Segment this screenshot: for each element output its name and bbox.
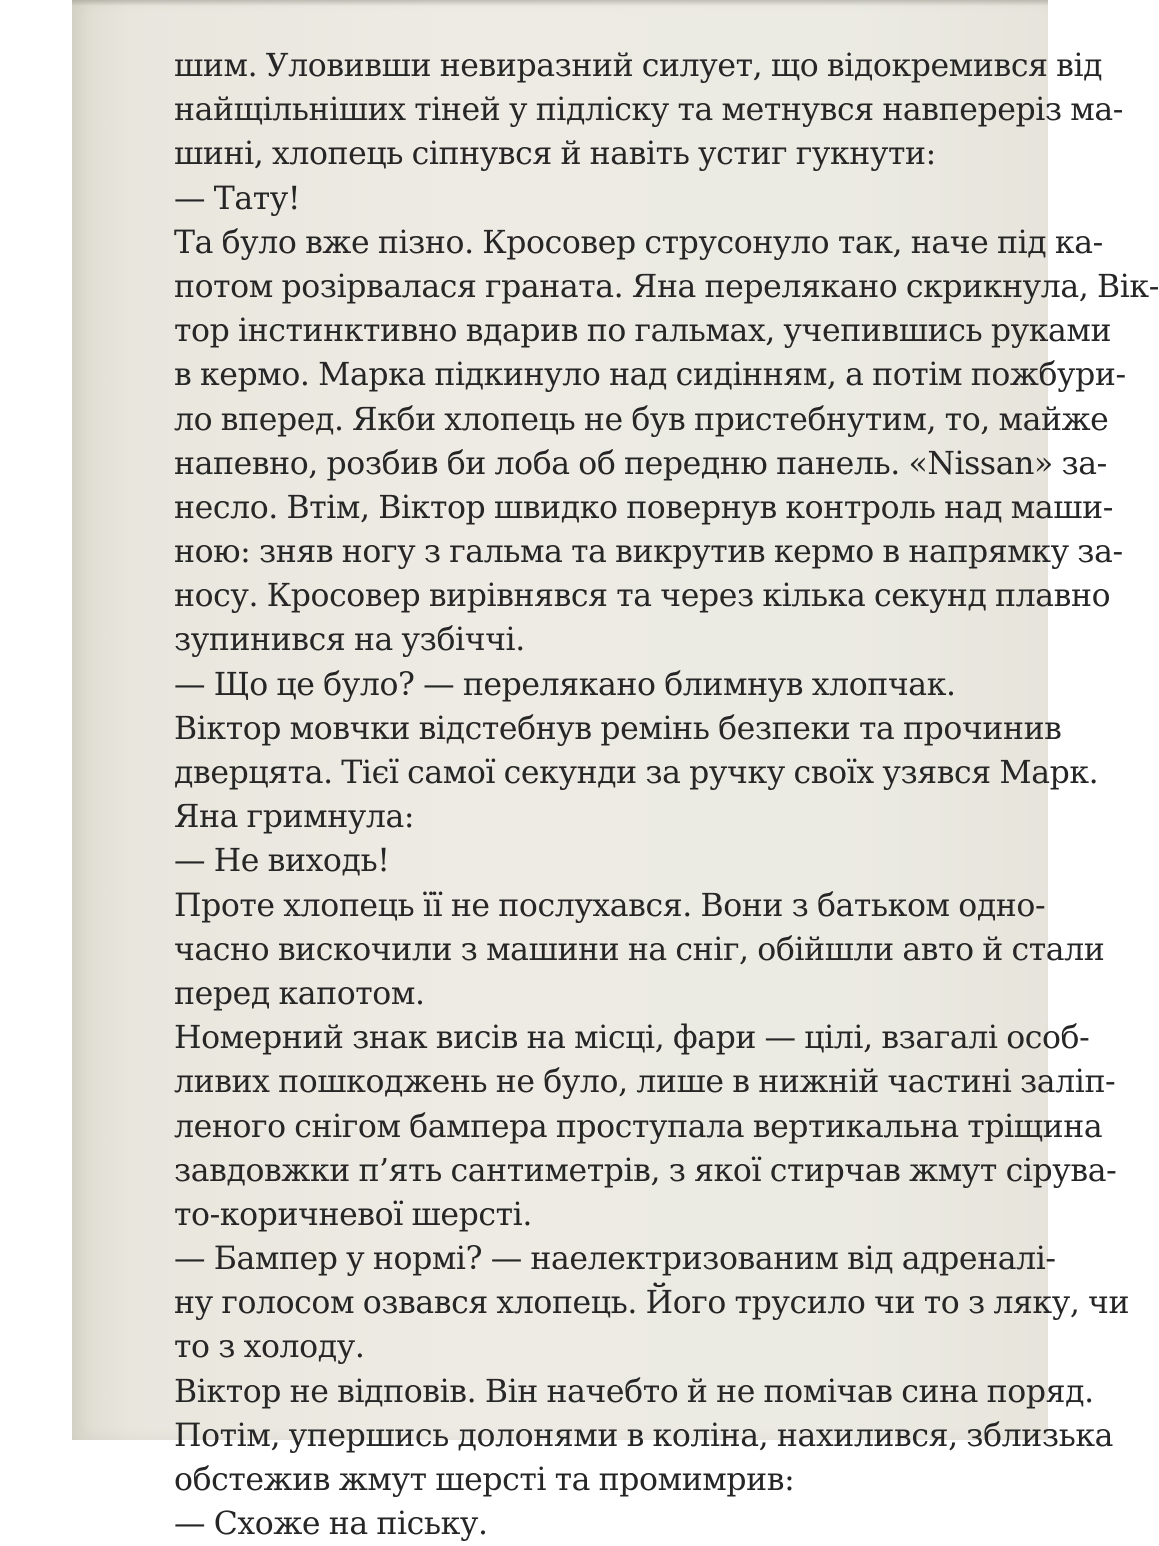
text-line: обстежив жмут шерсті та промимрив:	[174, 1462, 795, 1498]
text-line: тор інстинктивно вдарив по гальмах, учепившись руками	[174, 313, 1112, 350]
page-text	[174, 44, 1159, 1546]
text-line: носу. Кросовер вирівнявся та через кілька секунд плавно	[174, 578, 1111, 615]
text-line: Віктор не відповів. Він начебто й не помічав сина поряд.	[174, 1373, 1094, 1410]
text-line: несло. Втім, Віктор швидко повернув контроль над маши-	[174, 489, 1113, 526]
text-line: Та було вже пізно. Кросовер струсонуло так, наче під ка-	[174, 224, 1103, 261]
text-line: Номерний знак висів на місці, фари — цілі, взагалі особ-	[174, 1020, 1090, 1057]
text-line: шим. Уловивши невиразний силует, що відокремився від	[174, 48, 1103, 84]
text-line: — Не виходь!	[174, 843, 390, 880]
text-line: — Бампер у нормі? — наелектризованим від адреналі-	[174, 1241, 1056, 1278]
text-line: Потім, упершись долонями в коліна, нахилився, зблизька	[174, 1417, 1114, 1454]
text-line: Яна гримнула:	[174, 799, 415, 836]
text-line: завдовжки п’ять сантиметрів, з якої стирчав жмут сірува-	[174, 1152, 1117, 1189]
text-line: — Схоже на піську.	[174, 1506, 488, 1543]
text-line: перед капотом.	[174, 975, 425, 1012]
text-line: шині, хлопець сіпнувся й навіть устиг гукнути:	[174, 136, 936, 173]
text-line: зупинився на узбіччі.	[174, 622, 525, 659]
text-line: дверцята. Тієї самої секунди за ручку своїх узявся Марк.	[174, 755, 1099, 791]
text-line: в кермо. Марка підкинуло над сидінням, а потім пожбури-	[174, 357, 1126, 394]
text-line: то-коричневої шерсті.	[174, 1196, 532, 1233]
text-line: напевно, розбив би лоба об передню панель. «Nissan» за-	[174, 445, 1107, 482]
book-page	[72, 0, 1159, 1543]
text-line: ною: зняв ногу з гальма та викрутив кермо в напрямку за-	[174, 534, 1123, 571]
text-line: найщільніших тіней у підліску та метнувся навпереріз ма-	[174, 92, 1124, 129]
text-line: часно вискочили з машини на сніг, обійшли авто й стали	[174, 931, 1105, 968]
text-line: Віктор мовчки відстебнув ремінь безпеки та прочинив	[174, 710, 1062, 747]
text-line: Проте хлопець її не послухався. Вони з батьком одно-	[174, 887, 1046, 924]
text-line: ну голосом озвався хлопець. Його трусило чи то з ляку, чи	[174, 1285, 1130, 1322]
text-line: ливих пошкоджень не було, лише в нижній частині заліп-	[174, 1064, 1116, 1101]
text-line: — Тату!	[174, 180, 301, 217]
text-line: то з холоду.	[174, 1329, 365, 1366]
text-line: — Що це було? — перелякано блимнув хлопчак.	[174, 666, 956, 703]
text-line: леного снігом бампера проступала вертикальна тріщина	[174, 1108, 1103, 1145]
text-line: ло вперед. Якби хлопець не був пристебнутим, то, майже	[174, 401, 1109, 438]
text-line: потом розірвалася граната. Яна перелякано скрикнула, Вік-	[174, 268, 1159, 305]
